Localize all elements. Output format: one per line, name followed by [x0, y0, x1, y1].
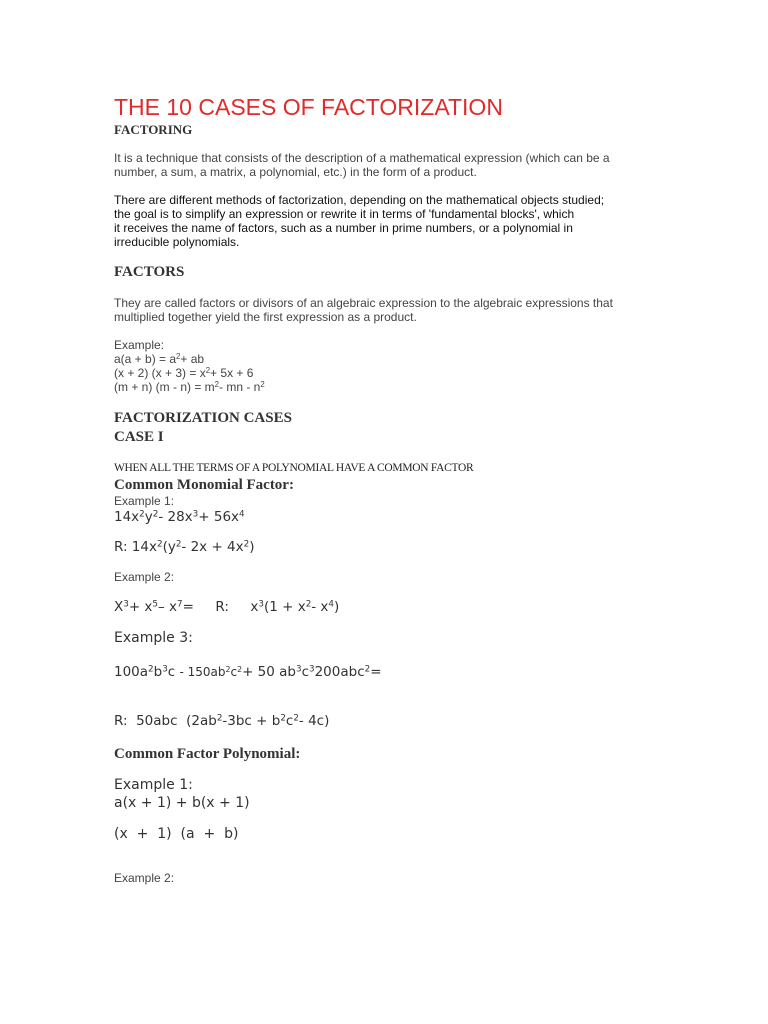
- monomial-example-1-expr: $14x^2y^2-$ $28x^3+ 56x^4$: [114, 509, 245, 525]
- common-monomial-heading: Common Monomial Factor:: [114, 477, 294, 493]
- factors-heading: FACTORS: [114, 264, 185, 280]
- monomial-example-3-expr: $100a^2b^3c - 150ab^2c^2+ 50$ $ab^3c^3200abc^2=$: [114, 664, 382, 680]
- monomial-example-3-label: Example 3:: [114, 630, 193, 646]
- case1-description: WHEN ALL THE TERMS OF A POLYNOMIAL HAVE A COMMON FACTOR: [114, 462, 474, 474]
- intro-line-1: It is a technique that consists of the description of a mathematical expression (which can be a: [114, 151, 610, 165]
- factors-example-3: (m + n) $(m - n) = m^2-$ mn - $n^2$: [114, 380, 265, 394]
- result-prefix: R:: [114, 539, 128, 555]
- methods-line-4: irreducible polynomials.: [114, 235, 240, 249]
- monomial-example-2-expr: $X^3+ x^5-$ $x^7=$ R: $x^3(1 + x^2-$ $x^4$): [114, 599, 340, 615]
- poly-example-1-expr: a(x + 1) + b(x + 1): [114, 795, 250, 811]
- methods-line-1: There are different methods of factorization, depending on the mathematical objects studied;: [114, 193, 605, 207]
- factors-example-1: $a(a + b) = a^2+$ ab: [114, 352, 205, 366]
- monomial-example-3-result: R: 50abc ($2ab^2-3bc + b^2c^2-$ 4c): [114, 713, 330, 729]
- case1-heading: CASE I: [114, 429, 164, 445]
- result-prefix: R:: [114, 713, 128, 729]
- monomial-example-2-label: Example 2:: [114, 570, 175, 584]
- common-poly-heading: Common Factor Polynomial:: [114, 746, 301, 762]
- factorization-cases-heading: FACTORIZATION CASES: [114, 410, 292, 426]
- methods-line-3: it receives the name of factors, such as a number in prime numbers, or a polynomial in: [114, 221, 573, 235]
- monomial-example-1-label: Example 1:: [114, 494, 175, 508]
- intro-line-2: number, a sum, a matrix, a polynomial, etc.) in the form of a product.: [114, 165, 477, 179]
- poly-example-1-label: Example 1:: [114, 777, 193, 793]
- factors-example-2: (x + 2) $(x + 3) = x^2+ 5x + 6$: [114, 366, 254, 380]
- factors-line-1: They are called factors or divisors of an algebraic expression to the algebraic expressions that: [114, 296, 613, 310]
- factors-example-label: Example:: [114, 338, 165, 352]
- page-title: THE 10 CASES OF FACTORIZATION: [114, 94, 503, 120]
- factoring-heading: FACTORING: [114, 122, 193, 137]
- monomial-example-1-result: R: $14x^2(y^2-$ $2x + 4x^2$): [114, 539, 255, 555]
- methods-line-2: the goal is to simplify an expression or rewrite it in terms of 'fundamental blocks', which: [114, 207, 575, 221]
- factors-line-2: multiplied together yield the first expression as a product.: [114, 310, 417, 324]
- poly-example-2-label: Example 2:: [114, 871, 175, 885]
- result-prefix: R:: [215, 599, 229, 615]
- poly-example-1-result: (x + 1) (a + b): [114, 826, 239, 842]
